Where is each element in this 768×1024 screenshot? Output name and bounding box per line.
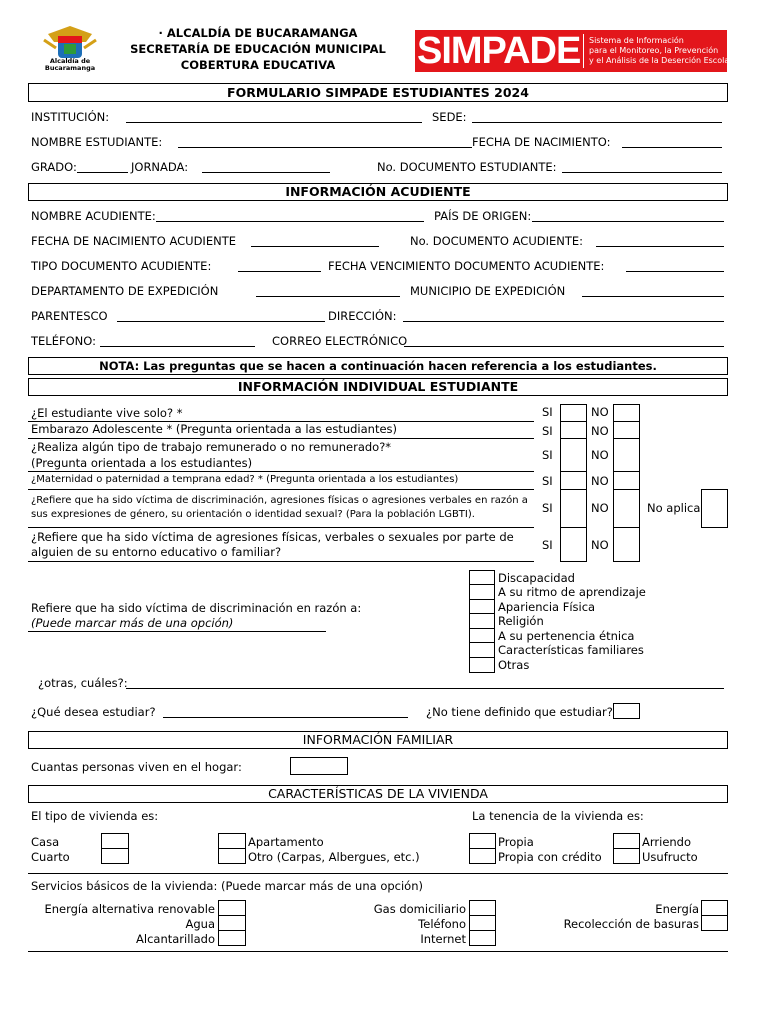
header-line-3: COBERTURA EDUCATIVA <box>180 58 336 72</box>
q4-label: ¿Maternidad o paternidad a temprana edad? * (Pregunta orientada a los estudiantes) <box>31 474 459 485</box>
alcantarillado-checkbox[interactable] <box>218 930 246 946</box>
header-line-1: · ALCALDÍA DE BUCARAMANGA <box>158 26 358 40</box>
q2-si-checkbox[interactable] <box>560 421 587 439</box>
q5-no-checkbox[interactable] <box>613 489 640 528</box>
cuarto-label: Cuarto <box>31 850 70 864</box>
logo-caption: Alcaldía de Bucaramanga <box>44 57 96 72</box>
q3-si-checkbox[interactable] <box>560 438 587 472</box>
nombre-estudiante-field[interactable] <box>178 147 472 148</box>
documento-acudiente-label: No. DOCUMENTO ACUDIENTE: <box>410 234 584 248</box>
otro-checkbox[interactable] <box>218 848 246 864</box>
correo-label: CORREO ELECTRÓNICO <box>272 334 408 348</box>
q5-si-checkbox[interactable] <box>560 489 587 528</box>
discrim-checkbox-etnica[interactable] <box>469 628 495 643</box>
propia-credito-checkbox[interactable] <box>469 848 496 864</box>
discrim-option: A su pertenencia étnica <box>498 629 635 643</box>
desea-estudiar-label: ¿Qué desea estudiar? <box>31 705 156 719</box>
discrim-checkbox-ritmo[interactable] <box>469 584 495 600</box>
discrim-option: Apariencia Física <box>498 600 596 614</box>
energia-label: Energía <box>655 902 699 916</box>
discrim-option: Religión <box>498 614 544 628</box>
q4-si-checkbox[interactable] <box>560 471 587 490</box>
discrim-options <box>469 570 669 675</box>
section-vivienda: CARACTERÍSTICAS DE LA VIVIENDA <box>28 785 728 803</box>
agua-label: Agua <box>185 917 215 931</box>
simpade-desc-1: Sistema de Información <box>589 36 684 45</box>
sede-label: SEDE: <box>432 110 467 124</box>
section-individual: INFORMACIÓN INDIVIDUAL ESTUDIANTE <box>28 378 728 396</box>
internet-checkbox[interactable] <box>469 930 496 946</box>
discrim-note: (Puede marcar más de una opción) <box>31 616 234 630</box>
nombre-acudiente-field[interactable] <box>156 221 424 222</box>
internet-label: Internet <box>420 932 466 946</box>
fecha-vencimiento-field[interactable] <box>626 271 724 272</box>
agua-checkbox[interactable] <box>218 915 246 931</box>
q2-no-checkbox[interactable] <box>613 421 640 439</box>
q5-label-a: ¿Refiere que ha sido víctima de discriminación, agresiones físicas o agresiones verbales en razón a <box>31 495 528 506</box>
arriendo-label: Arriendo <box>642 835 692 849</box>
servicios-label: Servicios básicos de la vivienda: (Puede marcar más de una opción) <box>31 879 423 893</box>
tipo-vivienda-label: El tipo de vivienda es: <box>31 809 159 823</box>
simpade-title: SIMPADE <box>417 30 581 72</box>
q6-label-b: alguien de su entorno educativo o familiar? <box>31 545 282 559</box>
propia-label: Propia <box>498 835 534 849</box>
q5-label-b: sus expresiones de género, su orientación o identidad sexual? (Para la población LGBTI). <box>31 509 475 520</box>
pais-origen-field[interactable] <box>532 221 724 222</box>
otro-label: Otro (Carpas, Albergues, etc.) <box>248 850 420 864</box>
q1-no-checkbox[interactable] <box>613 404 640 422</box>
documento-estudiante-field[interactable] <box>562 172 722 173</box>
q3-no-label: NO <box>591 448 609 462</box>
nombre-acudiente-label: NOMBRE ACUDIENTE: <box>31 209 156 223</box>
fecha-nac-acudiente-label: FECHA DE NACIMIENTO ACUDIENTE <box>31 234 236 248</box>
sede-field[interactable] <box>472 122 722 123</box>
discrim-checkbox-discapacidad[interactable] <box>469 570 495 585</box>
discrim-checkbox-apariencia[interactable] <box>469 599 495 614</box>
telefono-servicio-label: Teléfono <box>418 917 466 931</box>
q1-si-label: SI <box>542 405 553 419</box>
section-acudiente: INFORMACIÓN ACUDIENTE <box>28 183 728 201</box>
documento-estudiante-label: No. DOCUMENTO ESTUDIANTE: <box>377 160 557 174</box>
q6-label-a: ¿Refiere que ha sido víctima de agresiones físicas, verbales o sexuales por parte de <box>31 530 514 544</box>
institucion-field[interactable] <box>126 122 422 123</box>
q2-no-label: NO <box>591 424 609 438</box>
institucion-label: INSTITUCIÓN: <box>31 110 110 124</box>
departamento-field[interactable] <box>256 296 400 297</box>
q3-si-label: SI <box>542 448 553 462</box>
usufructo-label: Usufructo <box>642 850 698 864</box>
q2-label: Embarazo Adolescente * (Pregunta orientada a las estudiantes) <box>31 422 398 436</box>
gas-checkbox[interactable] <box>469 900 496 916</box>
grado-label: GRADO: <box>31 160 77 174</box>
q1-label: ¿El estudiante vive solo? * <box>31 406 183 420</box>
form-title: FORMULARIO SIMPADE ESTUDIANTES 2024 <box>28 83 728 102</box>
discrim-option: Otras <box>498 658 530 672</box>
apartamento-checkbox[interactable] <box>218 833 246 849</box>
q5-no-aplica-checkbox[interactable] <box>701 489 728 528</box>
cuarto-checkbox[interactable] <box>101 848 129 864</box>
nota-banner: NOTA: Las preguntas que se hacen a continuación hacen referencia a los estudiantes. <box>28 357 728 375</box>
jornada-label: JORNADA: <box>131 160 189 174</box>
q4-no-label: NO <box>591 474 609 488</box>
apartamento-label: Apartamento <box>248 835 324 849</box>
discrim-option: A su ritmo de aprendizaje <box>498 585 646 599</box>
basuras-checkbox[interactable] <box>701 915 728 931</box>
nombre-estudiante-label: NOMBRE ESTUDIANTE: <box>31 135 163 149</box>
discrim-option: Características familiares <box>498 643 644 657</box>
parentesco-field[interactable] <box>117 321 325 322</box>
section-familiar: INFORMACIÓN FAMILIAR <box>28 731 728 749</box>
municipal-logo <box>40 22 100 70</box>
personas-label: Cuantas personas viven en el hogar: <box>31 760 242 774</box>
alcantarillado-label: Alcantarillado <box>136 932 215 946</box>
tipo-documento-field[interactable] <box>238 271 321 272</box>
q3-no-checkbox[interactable] <box>613 438 640 472</box>
fecha-nacimiento-field[interactable] <box>622 147 722 148</box>
q4-si-label: SI <box>542 474 553 488</box>
casa-checkbox[interactable] <box>101 833 129 849</box>
otras-field[interactable] <box>126 688 724 689</box>
discrim-checkbox-familiares[interactable] <box>469 642 495 658</box>
simpade-desc-2: para el Monitoreo, la Prevención <box>589 46 719 55</box>
telefono-acudiente-label: TELÉFONO: <box>31 334 96 348</box>
discrim-checkbox-otras[interactable] <box>469 657 495 673</box>
municipio-label: MUNICIPIO DE EXPEDICIÓN <box>410 284 566 298</box>
q4-no-checkbox[interactable] <box>613 471 640 490</box>
personas-field[interactable] <box>290 757 348 775</box>
no-definido-label: ¿No tiene definido que estudiar? <box>426 705 613 719</box>
energia-checkbox[interactable] <box>701 900 728 916</box>
telefono-servicio-checkbox[interactable] <box>469 915 496 931</box>
fecha-nac-acudiente-field[interactable] <box>251 246 379 247</box>
basuras-label: Recolección de basuras <box>563 917 699 931</box>
q5-no-label: NO <box>591 501 609 515</box>
q6-si-checkbox[interactable] <box>560 527 587 562</box>
q5-si-label: SI <box>542 501 553 515</box>
discrim-checkbox-religion[interactable] <box>469 613 495 629</box>
tenencia-label: La tenencia de la vivienda es: <box>472 809 644 823</box>
arriendo-checkbox[interactable] <box>613 833 640 849</box>
q5-no-aplica-label: No aplica <box>647 501 701 515</box>
jornada-field[interactable] <box>202 172 330 173</box>
telefono-acudiente-field[interactable] <box>100 346 255 347</box>
correo-field[interactable] <box>404 346 724 347</box>
no-definido-checkbox[interactable] <box>613 703 640 719</box>
simpade-desc-3: y el Análisis de la Deserción Escolar <box>589 56 733 65</box>
documento-acudiente-field[interactable] <box>596 246 724 247</box>
propia-checkbox[interactable] <box>469 833 496 849</box>
discrim-option: Discapacidad <box>498 571 575 585</box>
header-line-2: SECRETARÍA DE EDUCACIÓN MUNICIPAL <box>130 42 386 56</box>
direccion-label: DIRECCIÓN: <box>328 309 397 323</box>
q6-si-label: SI <box>542 538 553 552</box>
propia-credito-label: Propia con crédito <box>498 850 602 864</box>
parentesco-label: PARENTESCO <box>31 309 108 323</box>
q3-label-b: (Pregunta orientada a los estudiantes) <box>31 456 253 470</box>
tipo-documento-label: TIPO DOCUMENTO ACUDIENTE: <box>31 259 212 273</box>
energia-alt-checkbox[interactable] <box>218 900 246 916</box>
q1-no-label: NO <box>591 405 609 419</box>
usufructo-checkbox[interactable] <box>613 848 640 864</box>
gas-label: Gas domiciliario <box>373 902 466 916</box>
q6-no-label: NO <box>591 538 609 552</box>
energia-alt-label: Energía alternativa renovable <box>44 902 215 916</box>
coat-of-arms-icon <box>40 22 100 62</box>
fecha-vencimiento-label: FECHA VENCIMIENTO DOCUMENTO ACUDIENTE: <box>328 259 605 273</box>
grado-field[interactable] <box>77 172 128 173</box>
desea-estudiar-field[interactable] <box>163 717 408 718</box>
otras-label: ¿otras, cuáles?: <box>38 676 128 690</box>
q6-no-checkbox[interactable] <box>613 527 640 562</box>
direccion-field[interactable] <box>403 321 724 322</box>
fecha-nacimiento-label: FECHA DE NACIMIENTO: <box>472 135 611 149</box>
q3-label-a: ¿Realiza algún tipo de trabajo remunerado o no remunerado?* <box>31 440 392 454</box>
casa-label: Casa <box>31 835 60 849</box>
q2-si-label: SI <box>542 424 553 438</box>
simpade-logo <box>415 30 733 72</box>
municipio-field[interactable] <box>582 296 724 297</box>
departamento-label: DEPARTAMENTO DE EXPEDICIÓN <box>31 284 219 298</box>
q1-si-checkbox[interactable] <box>560 404 587 422</box>
discrim-label: Refiere que ha sido víctima de discriminación en razón a: <box>31 601 362 615</box>
pais-origen-label: PAÍS DE ORIGEN: <box>434 209 532 223</box>
